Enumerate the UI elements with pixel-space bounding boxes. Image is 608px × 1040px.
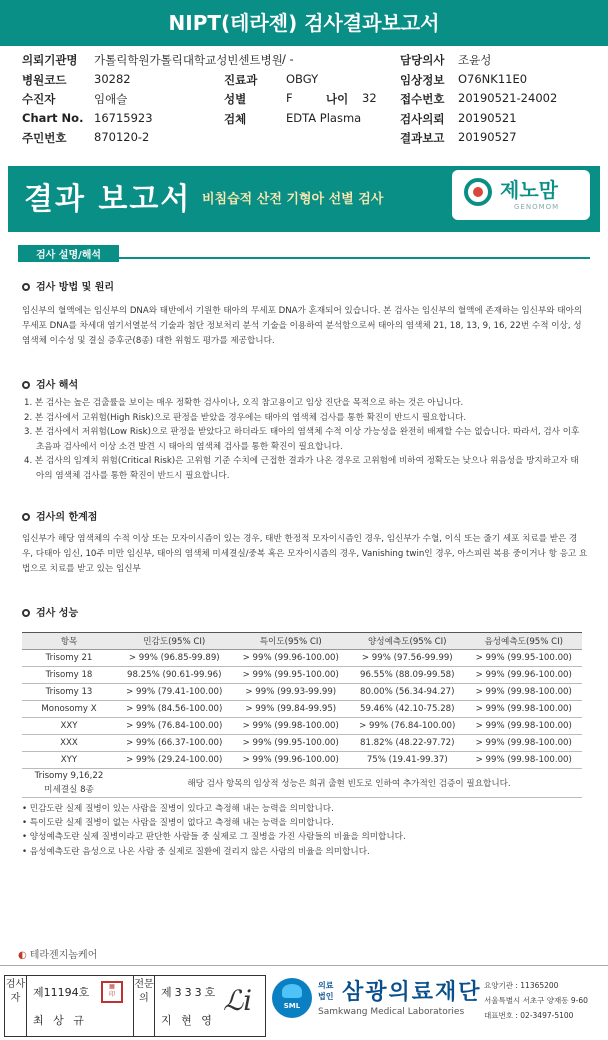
- table-cell: > 99% (99.95-100.00): [233, 735, 350, 752]
- clinical-value: O76NK11E0: [458, 71, 528, 86]
- sml-logo: [272, 978, 312, 1018]
- seal-stamp-icon: ▦ 印: [101, 981, 123, 1003]
- institution-value: 가톨릭학원가톨릭대학교성빈센트병원: [94, 53, 283, 67]
- table-cell: > 99% (99.98-100.00): [466, 701, 583, 718]
- bullet-icon: [22, 609, 30, 617]
- table-row: [22, 701, 582, 718]
- chart-label: Chart No.: [22, 110, 84, 125]
- genomom-logo-icon: [464, 178, 492, 206]
- bullet-icon: [22, 381, 30, 389]
- org-type-2: 법인: [318, 992, 334, 1001]
- extra-label-cell: [22, 769, 116, 798]
- signature-icon: ℒi: [223, 984, 253, 1017]
- org-name: 삼광의료재단: [342, 980, 482, 1005]
- company-logo-icon: ◐: [18, 950, 27, 961]
- info-row: [0, 130, 608, 150]
- col-header: 특이도(95% CI): [233, 633, 350, 650]
- interpretation-heading-text: 검사 해석: [36, 380, 79, 391]
- collector-value: 임애슬: [94, 92, 128, 106]
- note-item: • 민감도란 실제 질병이 있는 사람을 질병이 있다고 측정해 내는 능력을 의미합니다.: [22, 804, 334, 814]
- inspector-name: 최 상 규: [33, 1014, 87, 1027]
- col-header: 양성예측도(95% CI): [349, 633, 466, 650]
- patient-info: [0, 52, 608, 150]
- note-item: • 특이도란 실제 질병이 없는 사람을 질병이 없다고 측정해 내는 능력을 의미합니다.: [22, 818, 334, 829]
- row-label: XYY: [22, 752, 116, 769]
- section-tab-label: 검사 설명/해석: [18, 245, 119, 262]
- info-row: [0, 52, 608, 72]
- col-header: 음성예측도(95% CI): [466, 633, 583, 650]
- performance-table: [22, 632, 582, 798]
- genomom-logo: [452, 170, 590, 220]
- table-cell: > 99% (99.95-100.00): [233, 667, 350, 684]
- inspector-label: 검사자: [5, 976, 27, 1036]
- info-row: [0, 91, 608, 111]
- method-heading: [22, 278, 114, 293]
- sex-value: F: [286, 91, 293, 105]
- table-cell: > 99% (99.96-100.00): [466, 667, 583, 684]
- bullet-icon: [22, 513, 30, 521]
- clinical-label: 임상정보: [400, 72, 445, 87]
- table-row: [22, 769, 582, 798]
- institution-label: 의뢰기관명: [22, 53, 78, 67]
- table-cell: 80.00% (56.34-94.27): [349, 684, 466, 701]
- report-date-label: 결과보고: [400, 131, 445, 145]
- specialist-label: 전문의: [133, 976, 155, 1036]
- dept-value: OBGY: [286, 71, 319, 86]
- table-cell: > 99% (84.56-100.00): [116, 701, 233, 718]
- note-item: • 양성예측도란 실제 질병이라고 판단한 사람들 중 실제로 그 질병을 가진 사람들의 비율을 의미합니다.: [22, 832, 406, 843]
- col-header: 항목: [22, 633, 116, 650]
- org-type-1: 의료: [318, 981, 334, 990]
- specimen-value: EDTA Plasma: [286, 110, 362, 125]
- age-label: 나이: [326, 92, 349, 106]
- row-label: Trisomy 21: [22, 650, 116, 667]
- org-type: [318, 980, 333, 1002]
- table-row: [22, 735, 582, 752]
- table-cell: > 99% (99.96-100.00): [233, 650, 350, 667]
- footer-company-name: 테라젠지놈케어: [29, 950, 98, 961]
- table-header-row: [22, 633, 582, 650]
- report-title: NIPT(테라젠) 검사결과보고서: [0, 0, 608, 46]
- rrn-label: 주민번호: [22, 131, 67, 145]
- info-row: [0, 111, 608, 131]
- footer-company: [18, 946, 97, 961]
- interpretation-item: 4. 본 검사의 임계치 위험(Critical Risk)은 고위험 기준 수치에 근접한 결과가 나온 경우로 고위험에 비하여 정확도는 낮으나 위음성을 방지하고자 태아의 염색체 검사를 통한 확진이 반드시 필요합니다.: [24, 456, 579, 481]
- table-cell: 59.46% (42.10-75.28): [349, 701, 466, 718]
- table-cell: 96.55% (88.09-99.58): [349, 667, 466, 684]
- table-cell: > 99% (66.37-100.00): [116, 735, 233, 752]
- sml-badge: SML: [283, 1002, 301, 1010]
- extra-note: 해당 검사 항목의 임상적 성능은 희귀 출현 빈도로 인하여 추가적인 검증이 필요합니다.: [116, 769, 582, 798]
- interpretation-heading: [22, 376, 78, 391]
- extra-label: Trisomy 9,16,22: [34, 771, 104, 781]
- limits-heading-text: 검사의 한계점: [36, 512, 98, 523]
- table-cell: > 99% (96.85-99.89): [116, 650, 233, 667]
- interpretation-item: 3. 본 검사에서 저위험(Low Risk)으로 판정을 받았다고 하더라도 태아의 염색체 수적 이상 가능성을 완전히 배제할 수는 없습니다. 따라서, 검사 이후 초음파 검사에서 이상 소견 발견 시 태아의 염색체 검사를 통한 확진이 필요합니다.: [24, 427, 580, 452]
- table-cell: > 99% (76.84-100.00): [349, 718, 466, 735]
- interpretation-item: 2. 본 검사에서 고위험(High Risk)으로 판정을 받았을 경우에는 태아의 염색체 검사를 통한 확진이 반드시 필요합니다.: [24, 412, 467, 423]
- sex-label: 성별: [224, 92, 247, 106]
- collector-label: 수진자: [22, 92, 56, 106]
- section-tab: [18, 243, 590, 259]
- table-cell: > 99% (99.84-99.95): [233, 701, 350, 718]
- table-cell: > 99% (79.41-100.00): [116, 684, 233, 701]
- institution-suffix: / -: [282, 52, 294, 66]
- footer-divider: [0, 965, 608, 966]
- limits-text: 임신부가 해당 염색체의 수적 이상 또는 모자이시즘이 있는 경우, 태반 한정적 모자이시즘인 경우, 임신부가 수혈, 이식 또는 줄기 세포 치료를 받은 경우, 다태아 임신, 10주 미만 임신부, 태아의 염색체 미세결실/중복 혹은 모자이시즘의 경우, Vanishing twin인 경우, 아스피린 복용 중이거나 항 응고 요법으로 치료를 받고 있는 임신부: [22, 534, 588, 574]
- org-address: 서울특별시 서초구 양재동 9-60: [484, 996, 588, 1005]
- logo-english: GENOMOM: [514, 203, 560, 211]
- hospital-code-label: 병원코드: [22, 72, 67, 87]
- table-cell: > 99% (97.56-99.99): [349, 650, 466, 667]
- table-cell: > 99% (76.84-100.00): [116, 718, 233, 735]
- extra-label: 미세결실 8종: [44, 785, 94, 795]
- age-value: 32: [362, 91, 377, 105]
- chart-value: 16715923: [94, 110, 153, 125]
- table-cell: 75% (19.41-99.37): [349, 752, 466, 769]
- receipt-no-value: 20190521-24002: [458, 91, 558, 105]
- dept-label: 진료과: [224, 72, 258, 87]
- rrn-value: 870120-2: [94, 130, 150, 144]
- specialist-name: 지 현 영: [161, 1014, 215, 1027]
- info-row: [0, 72, 608, 92]
- table-cell: > 99% (99.98-100.00): [466, 684, 583, 701]
- receipt-no-label: 접수번호: [400, 92, 445, 106]
- sml-logo-icon: [282, 984, 302, 998]
- hospital-code-value: 30282: [94, 71, 131, 86]
- method-text: 임신부의 혈액에는 임신부의 DNA와 태반에서 기원한 태아의 무세포 DNA가 혼재되어 있습니다. 본 검사는 임신부의 혈액에 존재하는 임신부와 태아의 무세포 DNA를 차세대 염기서열분석 기술과 첨단 정보처리 분석 기술을 이용하여 분석함으로써 태아의 염색체 21, 18, 13, 9, 16, 22번 수적 이상, 성염색체 이수성 및 결실 증후군(8종) 대한 위험도 평가를 제공합니다.: [22, 306, 583, 346]
- result-banner: [8, 166, 600, 232]
- row-label: Monosomy X: [22, 701, 116, 718]
- row-label: Trisomy 13: [22, 684, 116, 701]
- report-date-value: 20190527: [458, 130, 517, 144]
- doctor-label: 담당의사: [400, 53, 445, 67]
- table-cell: 81.82% (48.22-97.72): [349, 735, 466, 752]
- table-cell: > 99% (99.95-100.00): [466, 650, 583, 667]
- table-cell: > 99% (99.98-100.00): [233, 718, 350, 735]
- row-label: Trisomy 18: [22, 667, 116, 684]
- performance-heading-text: 검사 성능: [36, 608, 79, 619]
- table-row: [22, 650, 582, 667]
- limits-heading: [22, 508, 97, 523]
- table-cell: > 99% (29.24-100.00): [116, 752, 233, 769]
- table-cell: > 99% (99.93-99.99): [233, 684, 350, 701]
- interpretation-list: [24, 396, 584, 483]
- specialist-license: 제333호: [161, 986, 219, 999]
- row-label: XXX: [22, 735, 116, 752]
- row-label: XXY: [22, 718, 116, 735]
- note-item: • 음성예측도란 음성으로 나온 사람 중 실제로 질환에 걸리지 않은 사람의 비율을 의미합니다.: [22, 846, 370, 857]
- specimen-label: 검체: [224, 111, 247, 126]
- banner-title: 결과 보고서: [24, 182, 192, 217]
- signature-box: [4, 975, 266, 1037]
- table-row: [22, 684, 582, 701]
- table-cell: > 99% (99.98-100.00): [466, 735, 583, 752]
- request-date-label: 검사의뢰: [400, 111, 445, 126]
- method-heading-text: 검사 방법 및 원리: [36, 282, 115, 293]
- interpretation-item: 1. 본 검사는 높은 검출률을 보이는 매우 정확한 검사이나, 오직 참고용이고 임상 진단을 목적으로 하는 것은 아닙니다.: [24, 398, 464, 408]
- table-row: [22, 667, 582, 684]
- org-english: Samkwang Medical Laboratories: [318, 1007, 465, 1017]
- bullet-icon: [22, 283, 30, 291]
- table-cell: > 99% (99.98-100.00): [466, 752, 583, 769]
- notes-list: [22, 802, 588, 859]
- col-header: 민감도(95% CI): [116, 633, 233, 650]
- table-cell: 98.25% (90.61-99.96): [116, 667, 233, 684]
- logo-name: 제노맘: [500, 178, 558, 202]
- request-date-value: 20190521: [458, 110, 517, 125]
- table-row: [22, 718, 582, 735]
- banner-subtitle: 비침습적 산전 기형아 선별 검사: [202, 192, 384, 207]
- performance-heading: [22, 604, 78, 619]
- org-phone: 대표번호 : 02-3497-5100: [484, 1011, 574, 1020]
- table-row: [22, 752, 582, 769]
- table-cell: > 99% (99.98-100.00): [466, 718, 583, 735]
- inspector-license: 제11194호: [33, 986, 90, 999]
- org-code: 요양기관 : 11365200: [484, 981, 559, 990]
- table-cell: > 99% (99.96-100.00): [233, 752, 350, 769]
- doctor-value: 조윤성: [458, 53, 492, 67]
